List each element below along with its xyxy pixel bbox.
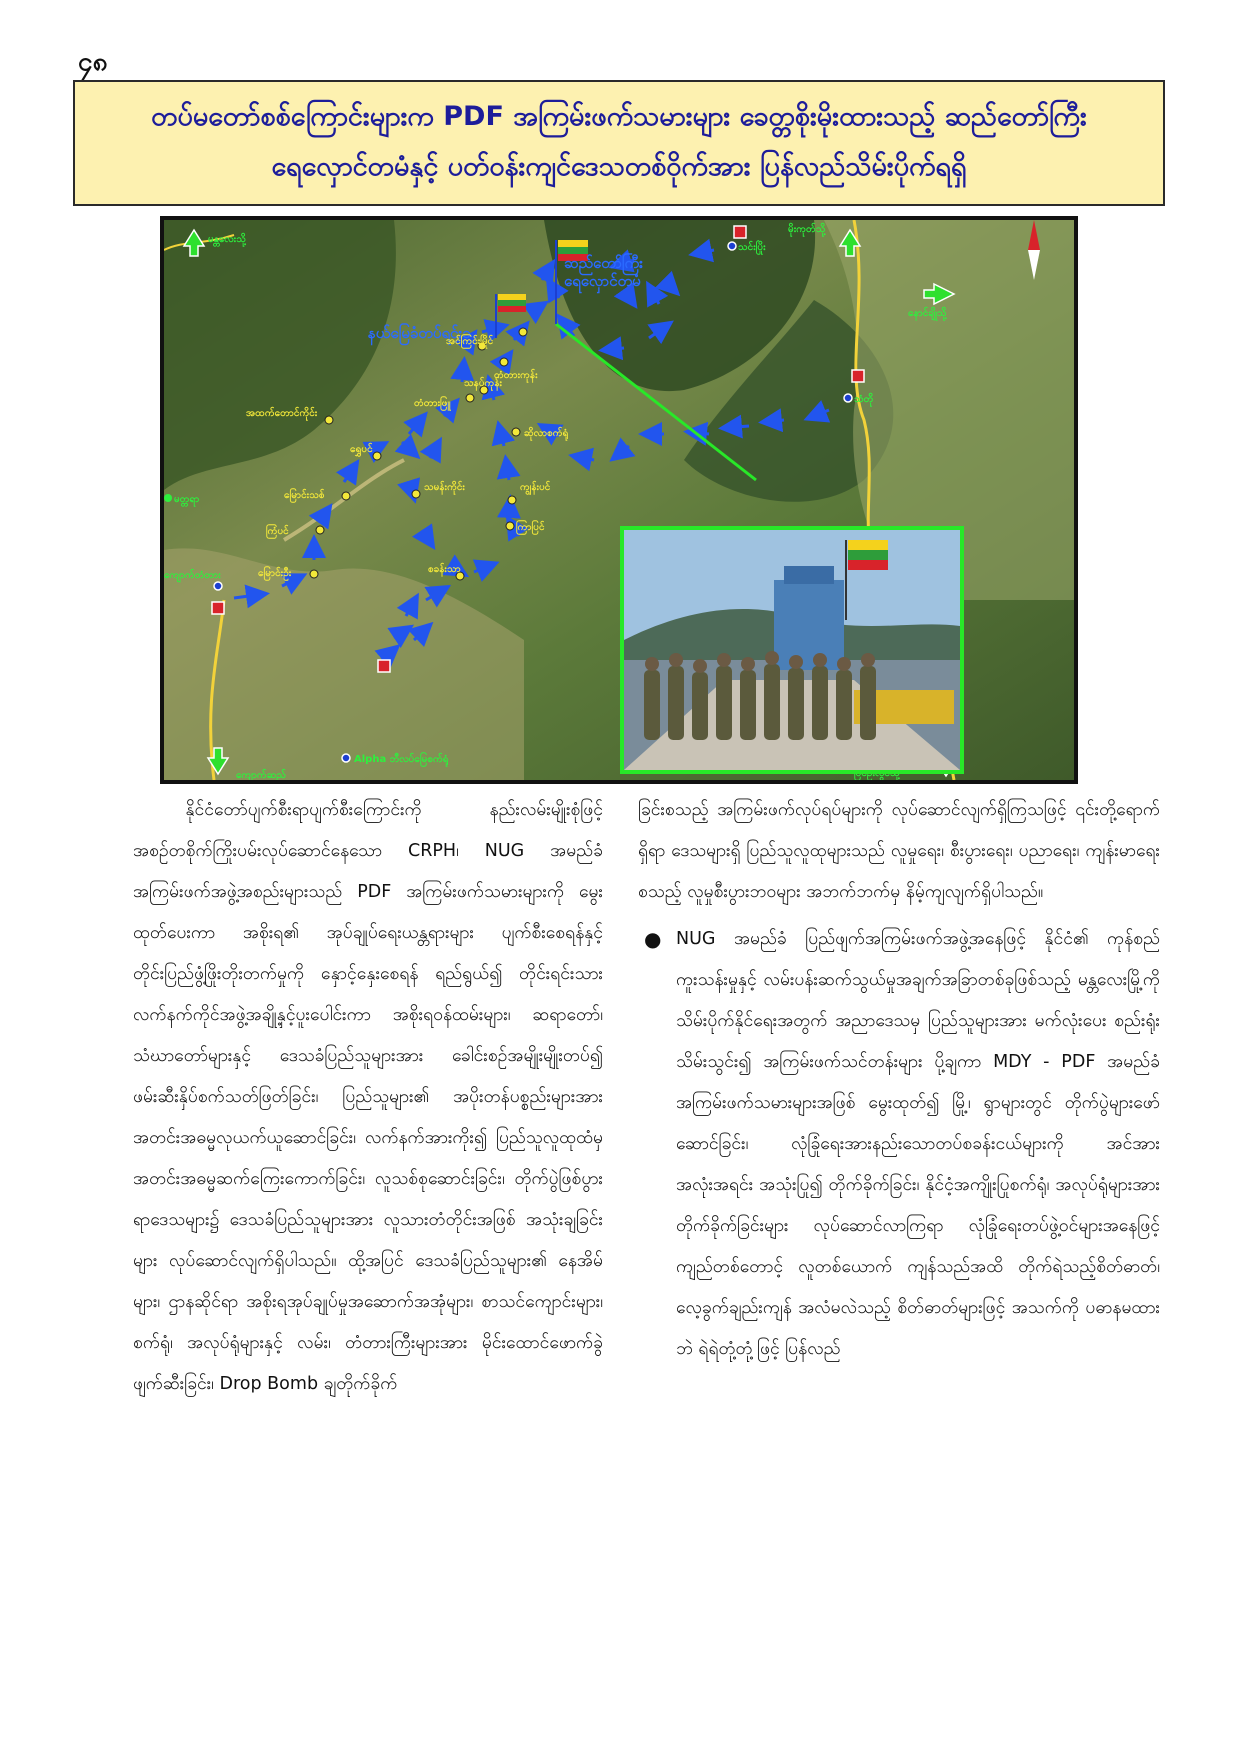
- left-column-paragraph: နိုင်ငံတော်ပျက်စီးရာပျက်စီးကြောင်းကို နည်းလမ်းမျိုးစုံဖြင့် အစဉ်တစိုက်ကြိုးပမ်းလုပ်ဆောင်နေသော CRPH၊ NUG အမည်ခံအကြမ်းဖက်အဖွဲ့အစည်းများသည် PDF အကြမ်းဖက်သမားများကို မွေးထုတ်ပေးကာ အစိုးရ၏ အုပ်ချုပ်ရေးယန္တရားများ ပျက်စီးစေရန်နှင့် တိုင်းပြည်ဖွံ့ဖြိုးတိုးတက်မှုကို နှောင့်နှေးစေရန် ရည်ရွယ်၍ တိုင်းရင်းသားလက်နက်ကိုင်အဖွဲ့အချို့နှင့်ပူးပေါင်းကာ အစိုးရဝန်ထမ်းများ၊ ဆရာတော်၊ သံဃာတော်များနှင့် ဒေသခံပြည်သူများအား ခေါင်းစဉ်အမျိုးမျိုးတပ်၍ ဖမ်းဆီးနှိပ်စက်သတ်ဖြတ်ခြင်း၊ ပြည်သူများ၏ အပိုးတန်ပစ္စည်းများအား အတင်းအဓမ္မလုယက်ယူဆောင်ခြင်း၊ လက်နက်အားကိုး၍ ပြည်သူလူထုထံမှ အတင်းအဓမ္မဆက်ကြေးကောက်ခြင်း၊ လူသစ်စုဆောင်းခြင်း၊ တိုက်ပွဲဖြစ်ပွားရာဒေသများ၌ ဒေသခံပြည်သူများအား လူသားတံတိုင်းအဖြစ် အသုံးချခြင်းများ လုပ်ဆောင်လျက်ရှိပါသည်။ ထို့အပြင် ဒေသခံပြည်သူများ၏ နေအိမ်များ၊ ဌာနဆိုင်ရာ အစိုးရအုပ်ချုပ်မှုအဆောက်အအုံများ၊ စာသင်ကျောင်းများ၊ စက်ရုံ၊ အလုပ်ရုံများနှင့် လမ်း၊ တံတားကြီးများအား မိုင်းထောင်ဖောက်ခွဲဖျက်ဆီးခြင်း၊ Drop Bomb ချတိုက်ခိုက်: [133, 800, 603, 1394]
- map-label-village-8: သမန်းကိုင်း: [424, 482, 465, 493]
- map-label-kyauktada: ကျောက်တံတား: [164, 570, 221, 581]
- map-label-village-14: မြောင်းဦး: [258, 568, 292, 579]
- map-label-village-4: တံတားဖြူ: [414, 398, 451, 409]
- map-label-to-mandalay-north: မန္တလေးသို့: [208, 234, 246, 245]
- headline-line-2: ရေလှောင်တမံနှင့် ပတ်ဝန်းကျင်ဒေသတစ်ဝိုက်အား ပြန်လည်သိမ်းပိုက်ရရှိ: [271, 151, 967, 182]
- map-label-village-5: အထက်တောင်ကိုင်း: [246, 408, 318, 419]
- map-label-to-mogok: မိုးကုတ်သို့: [788, 224, 826, 235]
- map-label-reservoir: ရေလှောင်တမံ: [564, 272, 641, 290]
- map-label-kyaukse: ကျောက်ဆည်: [236, 770, 287, 780]
- map-label-alpha-factory: Alpha ဘီလပ်မြေစက်ရုံ: [354, 754, 449, 765]
- map-label-thantoe: သံတို: [854, 394, 874, 405]
- operation-map-figure: [160, 216, 1078, 784]
- bullet-icon: ●: [644, 927, 662, 951]
- map-label-dam: ဆည်တော်ကြီး: [564, 254, 643, 272]
- map-label-village-13: စခန်းသာ: [428, 564, 461, 575]
- map-label-village-2: တံတားကုန်း: [494, 370, 538, 381]
- headline-line-1: တပ်မတော်စစ်ကြောင်းများက PDF အကြမ်းဖက်သမားများ ခေတ္တစိုးမိုးထားသည့် ဆည်တော်ကြီး: [151, 101, 1087, 132]
- map-label-village-7: ဆိုလာစက်ရုံ: [524, 428, 569, 439]
- map-label-village-3: သနပ်ကုန်း: [464, 378, 503, 389]
- map-label-village-11: ကြာပြင်: [516, 522, 545, 533]
- mattaya-dot: [164, 494, 172, 502]
- right-column: [638, 790, 1160, 1370]
- map-label-village-10: မြောင်းသစ်: [284, 490, 325, 501]
- map-label-to-naungcho: နောင်ချိုသို့: [908, 308, 947, 319]
- troops-inset-photo: [620, 526, 964, 774]
- bullet-text: NUG အမည်ခံ ပြည်ဖျက်အကြမ်းဖက်အဖွဲ့အနေဖြင့် နိုင်ငံ၏ ကုန်စည်ကူးသန်းမှုနှင့် လမ်းပန်းဆက်သွယ်မှုအချက်အခြာတစ်ခုဖြစ်သည့် မန္တလေးမြို့ကို သိမ်းပိုက်နိုင်ရေးအတွက် အညာဒေသမှ ပြည်သူများအား မက်လုံးပေး စည်းရုံးသိမ်းသွင်း၍ အကြမ်းဖက်သင်တန်းများ ပို့ချကာ MDY - PDF အမည်ခံအကြမ်းဖက်သမားများအဖြစ် မွေးထုတ်၍ မြို့၊ ရွာများတွင် တိုက်ပွဲများဖော်ဆောင်ခြင်း၊ လုံခြုံရေးအားနည်းသောတပ်စခန်းငယ်များကို အင်အားအလုံးအရင်း အသုံးပြု၍ တိုက်ခိုက်ခြင်း၊ နိုင်ငံ့အကျိုးပြုစက်ရုံ၊ အလုပ်ရုံများအား တိုက်ခိုက်ခြင်းများ လုပ်ဆောင်လာကြရာ လုံခြုံရေးတပ်ဖွဲ့ဝင်များအနေဖြင့် ကျည်တစ်တောင့် လူတစ်ယောက် ကျန်သည်အထိ တိုက်ရဲသည့်စိတ်ဓာတ်၊ လေ့ခွက်ချည်းကျန် အလံမလဲသည့် စိတ်ဓာတ်များဖြင့် အသက်ကို ပဓာနမထားဘဲ ရဲရဲတုံ့တုံ့ဖြင့် ပြန်လည်: [676, 929, 1160, 1359]
- map-label-village-12: ကြံပင်: [266, 526, 289, 537]
- headline-box: [73, 80, 1165, 206]
- page-number: ၄၈: [78, 47, 108, 77]
- map-label-mattaya: မတ္တရာ: [174, 494, 200, 505]
- troops-photo-graphic: [624, 530, 960, 770]
- map-label-village-9: ကျွန်းပင်: [520, 482, 551, 493]
- map-label-thinpyo: သင်းပြိုး: [738, 242, 766, 253]
- right-column-paragraph: ခြင်းစသည့် အကြမ်းဖက်လုပ်ရပ်များကို လုပ်ဆောင်လျက်ရှိကြသဖြင့် ၎င်းတို့ရောက်ရှိရာ ဒေသများရှိ ပြည်သူလူထုများသည် လူမှုရေး၊ စီးပွားရေး၊ ပညာရေး၊ ကျန်းမာရေးစသည့် လူမှုစီးပွားဘဝများ အဘက်ဘက်မှ နိမ့်ကျလျက်ရှိပါသည်။: [638, 800, 1160, 902]
- map-label-village-1: အင်ကြင်းမြိုင်: [446, 336, 494, 347]
- bullet-item: [638, 919, 1160, 1370]
- map-label-village-6: ရွှေပင်: [350, 444, 373, 455]
- left-column: [133, 790, 603, 1405]
- map-label-battalion: နယ်မြေခံတပ်ရင်း၁: [368, 324, 471, 342]
